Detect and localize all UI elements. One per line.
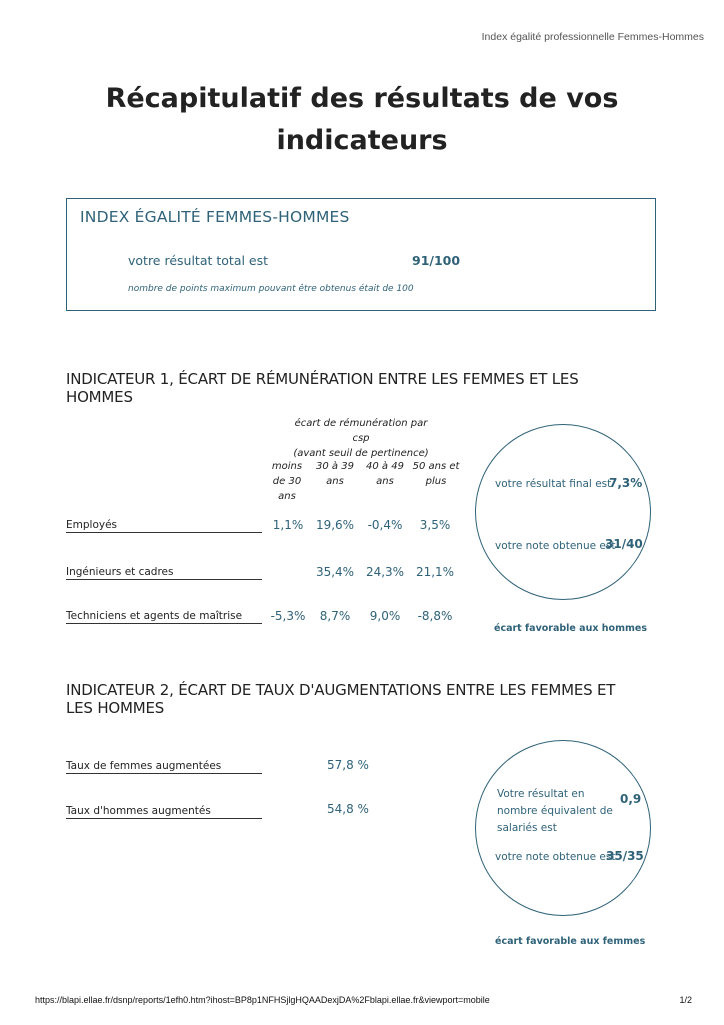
- csp-caption-line-2: (avant seuil de pertinence): [293, 448, 429, 459]
- indicator-2-favor-note: écart favorable aux femmes: [495, 936, 646, 947]
- column-header-text: ans: [326, 476, 344, 487]
- indicator-1-note-label: votre note obtenue est: [495, 540, 616, 552]
- cell-employes-40-49: -0,4%: [367, 518, 403, 532]
- cell-ingenieurs-40-49: 24,3%: [365, 565, 405, 579]
- indicator-1-note-value: 31/40: [605, 537, 643, 551]
- indicator-1-result-value: 7,3%: [609, 476, 643, 490]
- column-header-30-39: [310, 459, 360, 489]
- indicator-2-note-label: votre note obtenue est: [495, 851, 616, 863]
- page-title-line-1: Récapitulatif des résultats de vos: [105, 83, 619, 114]
- column-header-text: ans: [278, 491, 296, 502]
- indicator-2-title: [66, 681, 646, 717]
- page-title-line-2: indicateurs: [276, 125, 448, 156]
- indicator-2-result-value: 0,9: [620, 792, 642, 806]
- row-label-femmes-augmentees: Taux de femmes augmentées: [66, 760, 262, 774]
- column-header-text: de 30: [272, 476, 302, 487]
- value-femmes-augmentees: 57,8 %: [327, 758, 369, 772]
- cell-techniciens-50-plus: -8,8%: [417, 609, 453, 623]
- indicator-2-result-label-line-2: nombre équivalent de: [497, 805, 613, 817]
- index-max-note: nombre de points maximum pouvant être obtenus était de 100: [128, 284, 414, 294]
- row-label-techniciens: Techniciens et agents de maîtrise: [66, 610, 262, 624]
- row-label-hommes-augmentes: Taux d'hommes augmentés: [66, 805, 262, 819]
- csp-caption: [286, 416, 436, 461]
- column-header-text: 40 à 49: [366, 461, 404, 472]
- row-label-ingenieurs: Ingénieurs et cadres: [66, 566, 262, 580]
- column-header-50-plus: [408, 459, 464, 489]
- cell-employes-under-30: 1,1%: [272, 518, 304, 532]
- indicator-2-result-label: [497, 786, 613, 837]
- index-heading: INDEX ÉGALITÉ FEMMES-HOMMES: [80, 208, 350, 226]
- value-hommes-augmentes: 54,8 %: [327, 802, 369, 816]
- indicator-2-title-line-1: INDICATEUR 2, ÉCART DE TAUX D'AUGMENTATIONS ENTRE LES FEMMES ET: [66, 681, 616, 699]
- cell-techniciens-40-49: 9,0%: [369, 609, 401, 623]
- column-header-40-49: [360, 459, 410, 489]
- indicator-1-favor-note: écart favorable aux hommes: [494, 623, 647, 634]
- cell-ingenieurs-50-plus: 21,1%: [415, 565, 455, 579]
- column-header-text: moins: [271, 461, 303, 472]
- indicator-1-title-line-2: HOMMES: [66, 388, 133, 406]
- csp-caption-line-1: écart de rémunération par csp: [294, 418, 428, 444]
- cell-ingenieurs-30-39: 35,4%: [315, 565, 355, 579]
- index-score: 91/100: [412, 253, 461, 268]
- column-header-text: ans: [376, 476, 394, 487]
- indicator-1-title-line-1: INDICATEUR 1, ÉCART DE RÉMUNÉRATION ENTRE LES FEMMES ET LES: [66, 370, 579, 388]
- column-header-text: 30 à 39: [316, 461, 354, 472]
- column-header-text: 50 ans et: [412, 461, 460, 472]
- indicator-2-result-label-line-3: salariés est: [497, 822, 557, 834]
- indicator-2-title-line-2: LES HOMMES: [66, 699, 165, 717]
- indicator-1-result-circle: [475, 424, 651, 600]
- indicator-1-title: [66, 370, 646, 406]
- document-header: Index égalité professionnelle Femmes-Hommes: [481, 31, 704, 43]
- index-result-label: votre résultat total est: [128, 253, 269, 268]
- column-header-text: plus: [425, 476, 447, 487]
- cell-employes-50-plus: 3,5%: [419, 518, 451, 532]
- page-title: [100, 78, 624, 162]
- indicator-1-result-label: votre résultat final est: [495, 478, 612, 490]
- footer-url: https://blapi.ellae.fr/dsnp/reports/1efh0.htm?ihost=BP8p1NFHSjlgHQAADexjDA%2Fblapi.ellae.fr&viewport=mobile: [35, 995, 490, 1005]
- row-label-employes: Employés: [66, 519, 262, 533]
- indicator-2-note-value: 35/35: [606, 849, 644, 863]
- indicator-2-result-label-line-1: Votre résultat en: [497, 788, 585, 800]
- column-header-under-30: [262, 459, 312, 504]
- cell-techniciens-30-39: 8,7%: [319, 609, 351, 623]
- cell-techniciens-under-30: -5,3%: [270, 609, 306, 623]
- footer-page-number: 1/2: [679, 995, 692, 1005]
- cell-employes-30-39: 19,6%: [315, 518, 355, 532]
